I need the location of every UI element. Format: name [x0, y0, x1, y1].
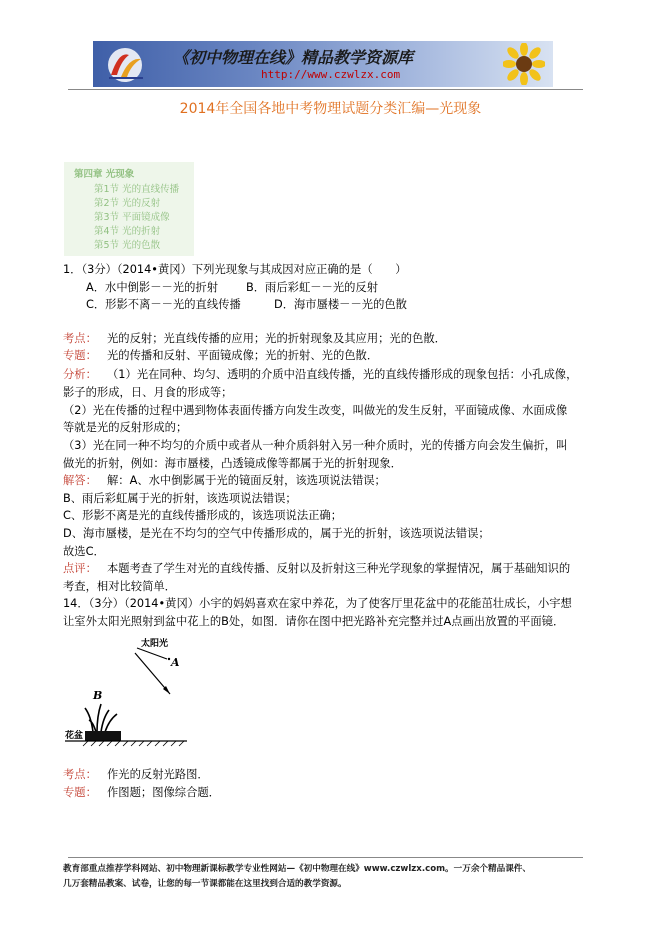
q1-dianping-label: 点评： [63, 562, 97, 575]
point-a-label: A [171, 656, 180, 669]
q14-zhuanti: 作图题；图像综合题． [107, 786, 220, 799]
sunflower-icon [503, 43, 545, 85]
q1-fenxi-line: 等就是光的反射形成的； [63, 421, 188, 434]
chapter-toc [64, 162, 194, 256]
q14-stem-line: 14．（3分）（2014•黄冈）小宇的妈妈喜欢在家中养花，为了使客厅里花盆中的花能茁壮成长，小宇想 [63, 597, 572, 610]
flower-pot-icon [85, 731, 121, 741]
q1-fenxi-line: （3）光在同一种不均匀的介质中或者从一种介质斜射入另一种介质时，光的传播方向会发生偏折，叫 [63, 439, 568, 452]
q1-jieda-line: D、海市蜃楼，是光在不均匀的空气中传播形成的，属于光的折射，该选项说法错误； [63, 527, 490, 540]
q1-jieda-line: C、形影不离是光的直线传播形成的，该选项说法正确； [63, 509, 343, 522]
document-title: 2014年全国各地中考物理试题分类汇编—光现象 [179, 101, 482, 117]
header-banner [93, 41, 553, 87]
footer-divider [68, 857, 583, 858]
q1-jieda-line: B、雨后彩虹属于光的折射，该选项说法错误； [63, 492, 297, 505]
q1-zhuanti: 光的传播和反射、平面镜成像；光的折射、光的色散． [107, 349, 379, 362]
banner-title: 《初中物理在线》精品教学资源库 [173, 48, 414, 67]
q1-option-a: A．水中倒影－－光的折射 [86, 281, 218, 294]
footer-line: 几万套精品教案、试卷，让您的每一节课都能在这里找到合适的教学资源。 [63, 879, 347, 889]
q1-option-c: C．形影不离－－光的直线传播 [86, 298, 241, 311]
toc-item: 第2节 光的反射 [94, 198, 161, 209]
toc-item: 第5节 光的色散 [94, 240, 161, 251]
q14-stem-line: 让室外太阳光照射到盆中花上的B处，如图．请你在图中把光路补充完整并过A点画出放置的平面镜． [63, 615, 565, 628]
q1-dianping-line: 考查，相对比较简单． [63, 580, 176, 593]
sunlight-label: 太阳光 [141, 639, 169, 649]
q14-kaodian-label: 考点： [63, 768, 97, 781]
q1-fenxi-label: 分析： [63, 368, 97, 381]
banner-url[interactable]: http://www.czwlzx.com [261, 68, 401, 81]
toc-item: 第1节 光的直线传播 [94, 184, 180, 195]
q1-dianping-line: 本题考查了学生对光的直线传播、反射以及折射这三种光学现象的掌握情况，属于基础知识的 [107, 562, 571, 575]
site-logo-icon [103, 45, 147, 83]
q14-kaodian: 作光的反射光路图． [107, 768, 209, 781]
footer-line: 教育部重点推荐学科网站、初中物理新课标教学专业性网站—《初中物理在线》www.czwlzx.com。一万余个精品课件、 [63, 864, 531, 874]
q1-fenxi-line: 影子的形成，日、月食的形成等； [63, 386, 233, 399]
point-a-dot [168, 658, 170, 660]
q1-jieda-label: 解答： [63, 474, 97, 487]
q1-fenxi-line: （2）光在传播的过程中遇到物体表面传播方向发生改变，叫做光的发生反射，平面镜成像、水面成像 [63, 404, 568, 417]
q1-zhuanti-label: 专题： [63, 349, 97, 362]
header-divider [68, 89, 583, 90]
sunlight-label-underline [137, 648, 167, 659]
toc-item: 第3节 平面镜成像 [94, 212, 170, 223]
pot-label: 花盆 [65, 731, 84, 741]
q1-option-d: D．海市蜃楼－－光的色散 [274, 298, 407, 311]
q1-fenxi-line: 做光的折射，例如：海市蜃楼，凸透镜成像等都属于光的折射现象． [63, 457, 402, 470]
q1-kaodian: 光的反射；光直线传播的应用；光的折射现象及其应用；光的色散． [107, 332, 446, 345]
point-b-label: B [93, 689, 103, 702]
q14-zhuanti-label: 专题： [63, 786, 97, 799]
flower-icon [85, 704, 117, 732]
q14-figure [63, 636, 188, 751]
q1-jieda-line: 解：A、水中倒影属于光的镜面反射，该选项说法错误； [107, 474, 386, 487]
q1-answer: 故选C． [63, 545, 105, 558]
table-hatch [83, 741, 184, 746]
q1-option-b: B．雨后彩虹－－光的反射 [246, 281, 379, 294]
toc-item: 第4节 光的折射 [94, 226, 161, 237]
toc-chapter: 第四章 光现象 [74, 169, 135, 180]
q1-kaodian-label: 考点： [63, 332, 97, 345]
q1-fenxi-line: （1）光在同种、均匀、透明的介质中沿直线传播，光的直线传播形成的现象包括：小孔成像， [107, 368, 578, 381]
q1-stem: 1．（3分）（2014•黄冈）下列光现象与其成因对应正确的是（ ） [63, 263, 407, 276]
